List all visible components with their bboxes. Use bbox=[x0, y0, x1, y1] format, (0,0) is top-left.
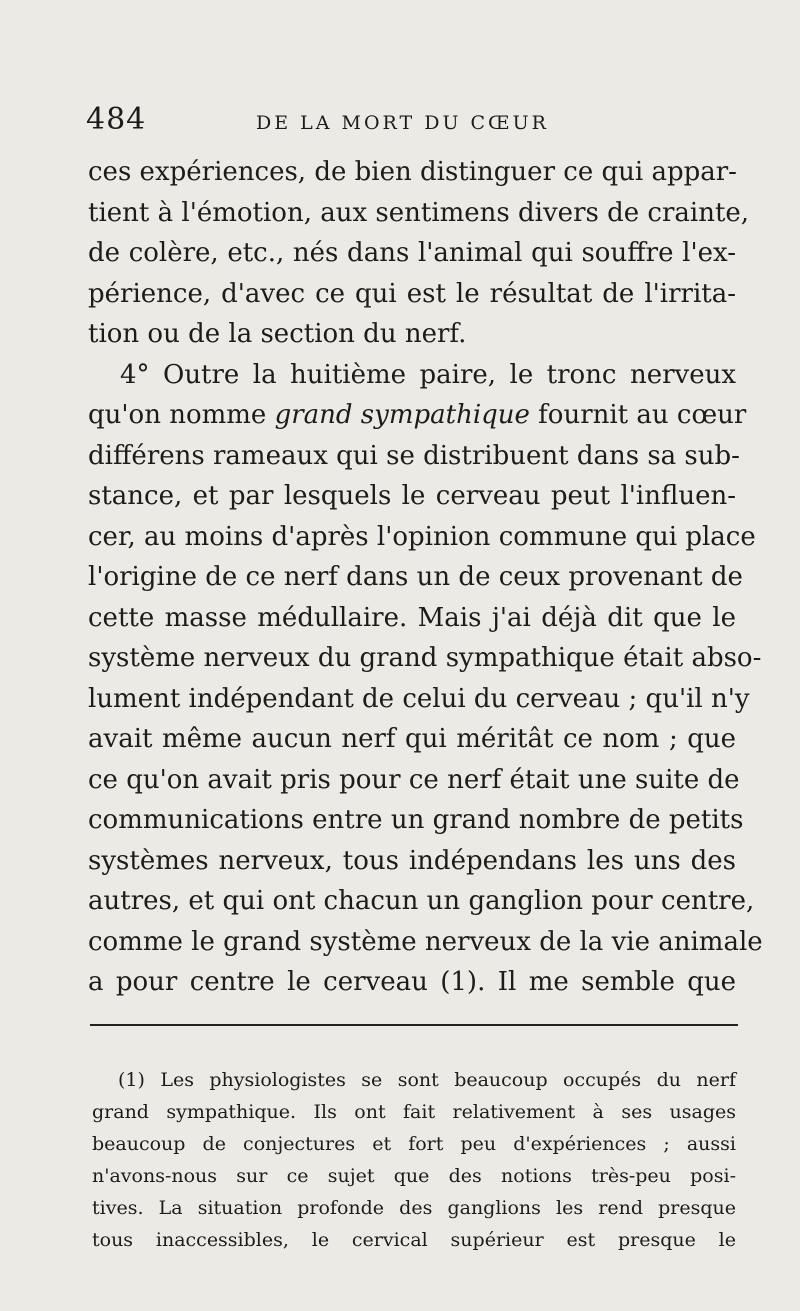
text-line: ce qu'on avait pris pour ce nerf était une suite de bbox=[88, 764, 740, 795]
running-title: DE LA MORT DU CŒUR bbox=[256, 112, 549, 134]
italic-term: grand sympathique bbox=[274, 400, 530, 430]
text-line: systèmes nerveux, tous indépendans les uns des bbox=[88, 845, 736, 876]
footnote-line: beaucoup de conjectures et fort peu d'expériences ; aussi bbox=[92, 1133, 736, 1155]
text-line: système nerveux du grand sympathique était abso- bbox=[88, 643, 762, 673]
body-text bbox=[88, 152, 763, 1003]
text-line: différens rameaux qui se distribuent dans sa sub- bbox=[88, 440, 740, 471]
footnote-line: tous inaccessibles, le cervical supérieur est presque le bbox=[92, 1229, 736, 1251]
footnote bbox=[92, 1064, 736, 1256]
footnote-line: (1) Les physiologistes se sont beaucoup occupés du nerf bbox=[118, 1069, 736, 1091]
footnote-divider bbox=[90, 1024, 738, 1026]
text-line: tion ou de la section du nerf. bbox=[88, 319, 467, 349]
text-line: tient à l'émotion, aux sentimens divers de crainte, bbox=[88, 197, 750, 228]
text-line: autres, et qui ont chacun un ganglion pour centre, bbox=[88, 886, 755, 916]
text-line-with-italic bbox=[88, 395, 747, 436]
text-line: ces expériences, de bien distinguer ce qui appar- bbox=[88, 157, 737, 187]
text-line: l'origine de ce nerf dans un de ceux provenant de bbox=[88, 562, 743, 592]
text-line: cette masse médullaire. Mais j'ai déjà dit que le bbox=[88, 602, 736, 633]
footnote-line: tives. La situation profonde des ganglions les rend presque bbox=[92, 1197, 736, 1219]
footnote-line: n'avons-nous sur ce sujet que des notions très-peu posi- bbox=[92, 1165, 736, 1187]
text-line: a pour centre le cerveau (1). Il me semble que bbox=[88, 967, 736, 997]
text-line: avait même aucun nerf qui méritât ce nom ; que bbox=[88, 724, 736, 754]
text-line: lument indépendant de celui du cerveau ; qu'il n'y bbox=[88, 683, 750, 714]
text-line: comme le grand système nerveux de la vie animale bbox=[88, 926, 763, 957]
text-segment: fournit au cœur bbox=[529, 400, 747, 430]
text-line: de colère, etc., nés dans l'animal qui souffre l'ex- bbox=[88, 238, 736, 268]
text-line: périence, d'avec ce qui est le résultat de l'irrita- bbox=[88, 278, 736, 309]
text-line: 4° Outre la huitième paire, le tronc nerveux bbox=[120, 359, 736, 390]
text-line: communications entre un grand nombre de petits bbox=[88, 805, 744, 835]
text-line: cer, au moins d'après l'opinion commune qui place bbox=[88, 521, 756, 552]
text-line: stance, et par lesquels le cerveau peut l'influen- bbox=[88, 481, 736, 511]
footnote-line: grand sympathique. Ils ont fait relativement à ses usages bbox=[92, 1101, 736, 1123]
text-segment: qu'on nomme bbox=[88, 400, 275, 430]
page-number: 484 bbox=[86, 102, 147, 137]
